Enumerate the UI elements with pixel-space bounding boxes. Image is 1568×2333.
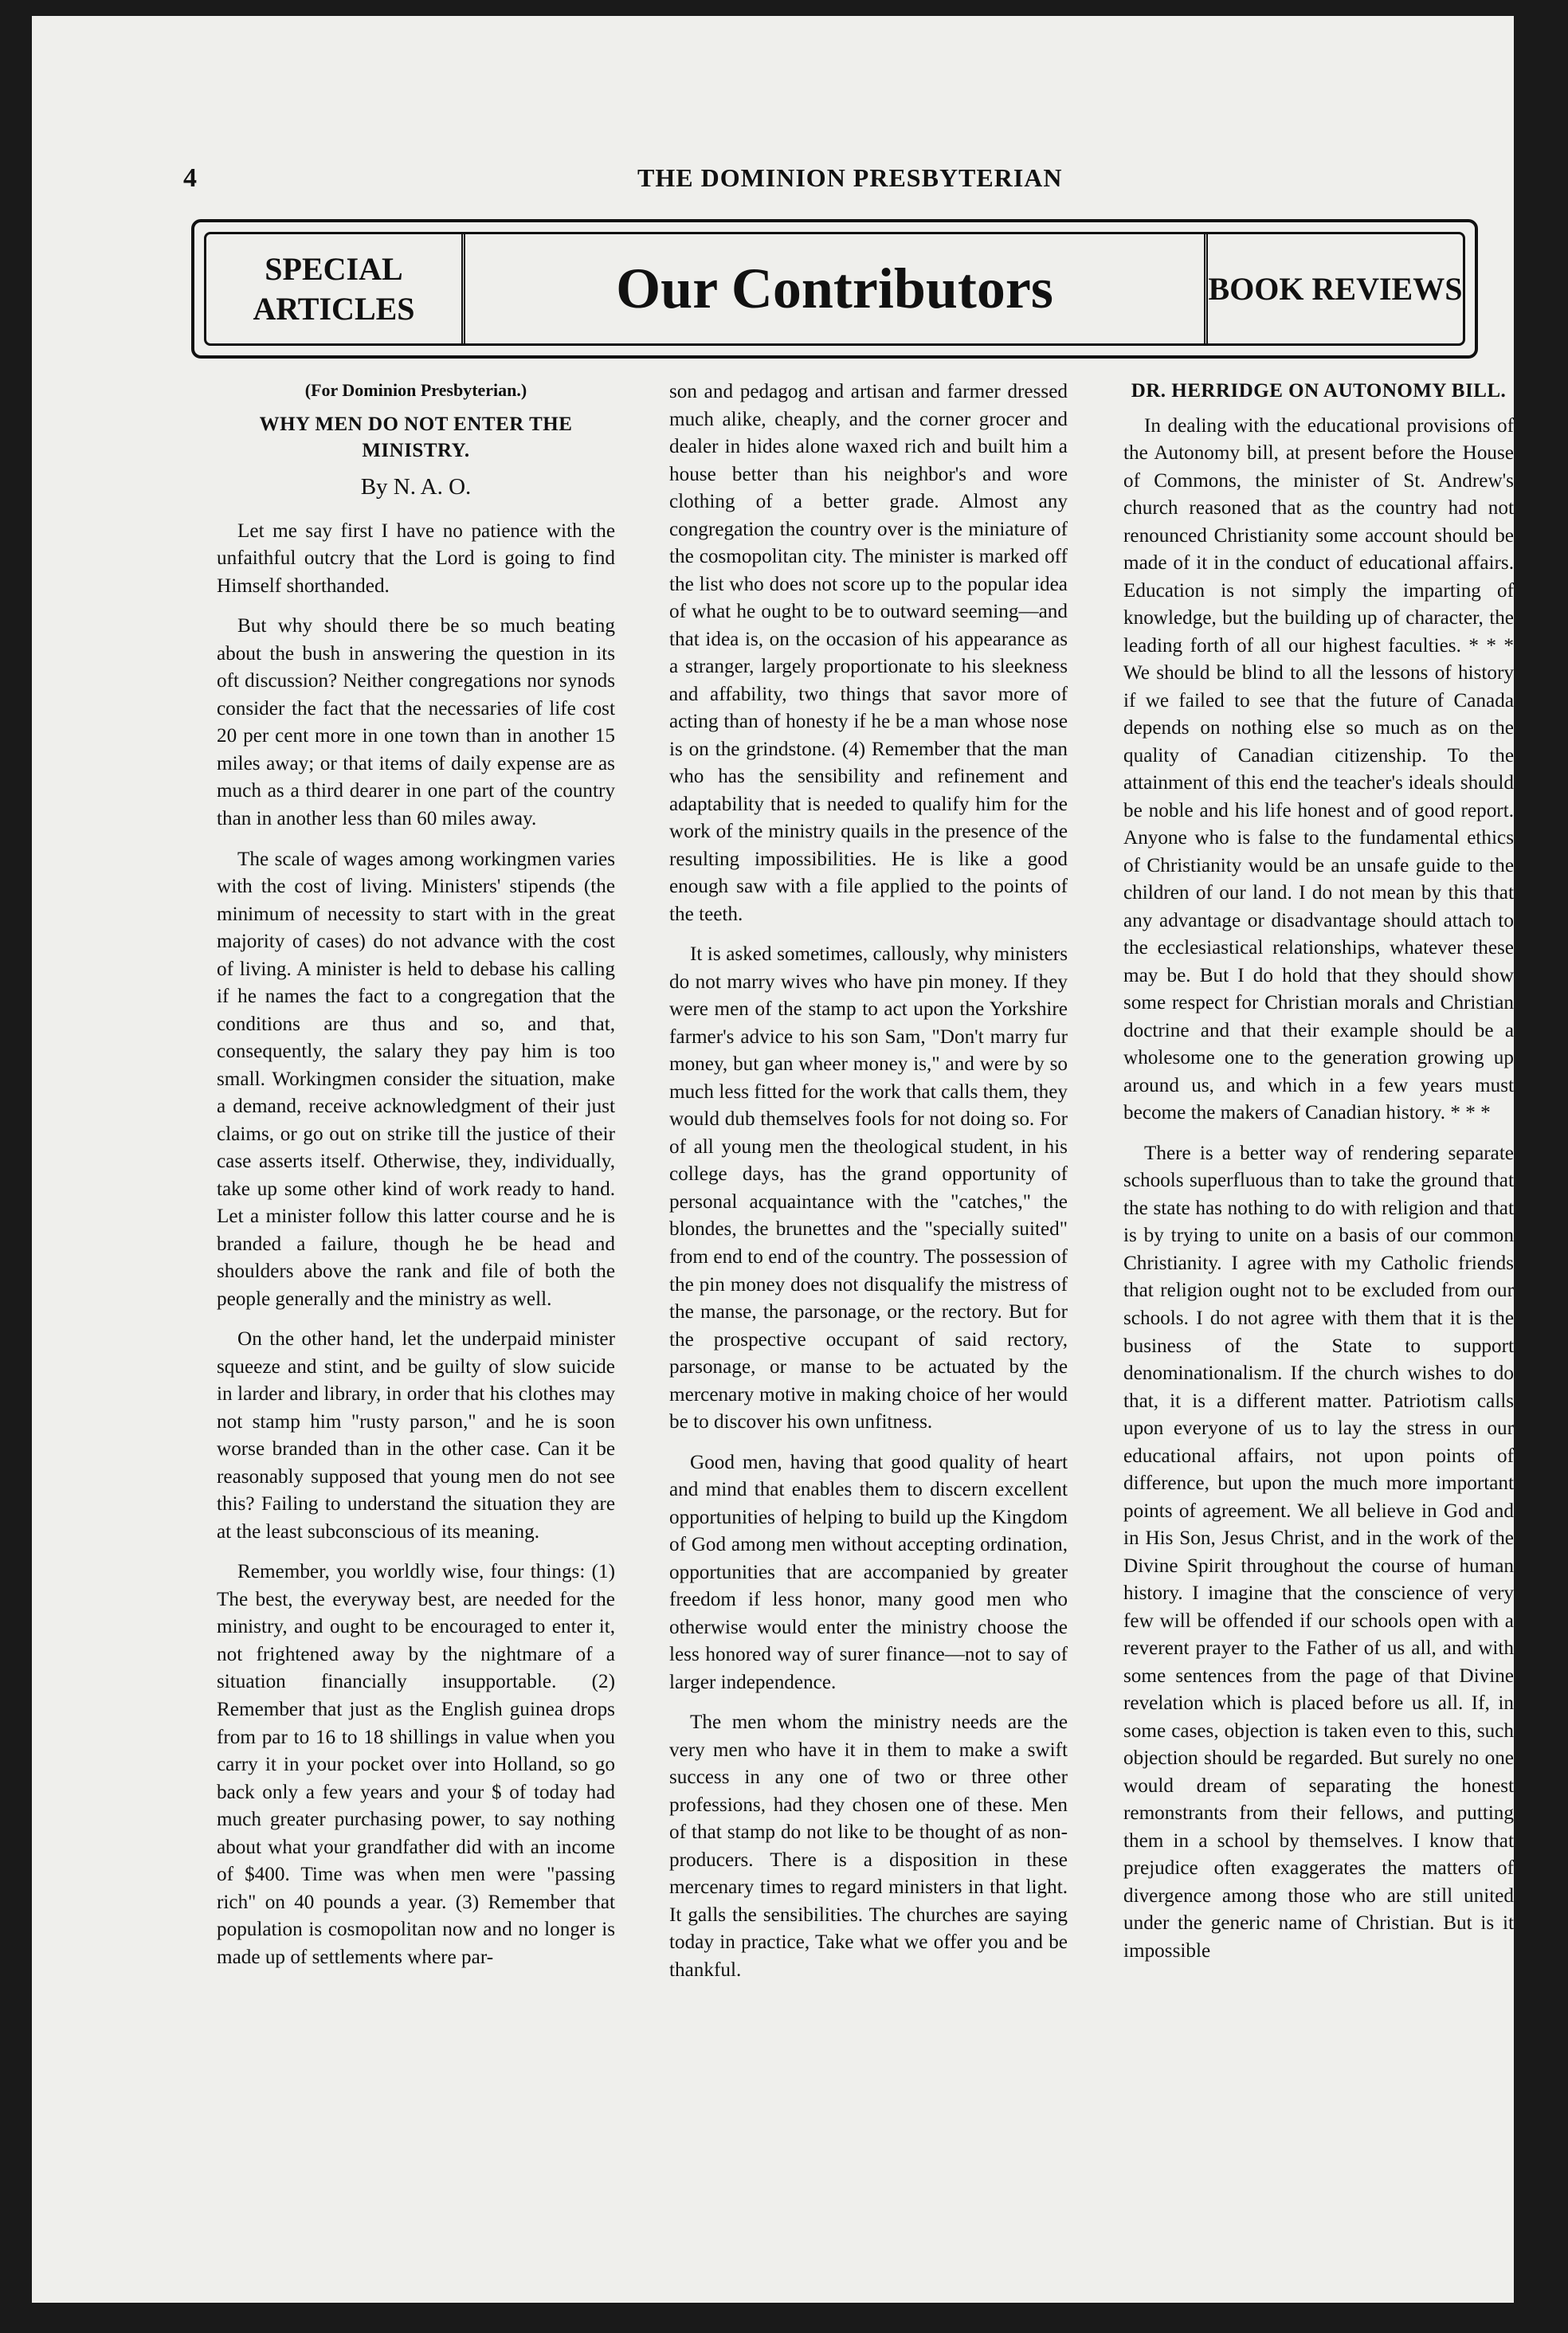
column-3 bbox=[1123, 378, 1514, 1978]
section-banner bbox=[191, 219, 1478, 359]
paragraph: The men whom the ministry needs are the very men who have it in them to make a swift success in any one of two or three other professions, had they chosen one of these. Men of that stamp do not like to be thought of as non-producers. There is a disposition in these mercenary times to regard ministers in that light. It galls the sensibilities. The churches are saying today in practice, Take what we offer you and be thankful. bbox=[669, 1712, 1068, 1981]
banner-title: Our Contributors bbox=[616, 257, 1053, 320]
paragraph: There is a better way of rendering separate schools superfluous than to take the ground that the state has nothing to do with religion and that is by trying to unite on a basis of our common Christianity. I agree with my Catholic friends that religion ought not to be excluded from our schools. I do not agree with them that it is the business of the State to support denominationalism. If the church wishes to do that, it is a different matter. Patriotism calls upon everyone of us to lay the stress in our educational affairs, not upon points of difference, but upon the much more important points of agreement. We all believe in God and in His Son, Jesus Christ, and in the work of the Divine Spirit throughout the course of human history. I imagine that the conscience of very few will be offended if our schools open with a reverent prayer to the Father of us all, and with some sentences from the page of that Divine revelation which is placed before us all. If, in some cases, objection is taken even to this, such objection should be regarded. But surely no one would dream of separating the honest remonstrants from their fellows, and putting them in a school by themselves. I know that prejudice often exaggerates the matters of divergence among those who are still united under the generic name of Christian. But is it impossible bbox=[1123, 1142, 1514, 1962]
page-number: 4 bbox=[183, 163, 197, 193]
banner-special-articles: SPECIAL ARTICLES bbox=[206, 234, 465, 343]
paragraph: The scale of wages among workingmen varies with the cost of living. Ministers' stipends (the minimum of necessity to start with in the great majority of cases) do not advance with the cost of living. A minister is held to debase his calling if he names the fact to a congregation that the conditions are thus and so, and that, consequently, the salary they pay him is too small. Workingmen consider the situation, make a demand, receive acknowledgment of their just claims, or go out on strike till the justice of their case asserts itself. Otherwise, they, individually, take up some other kind of work ready to hand. Let a minister follow this latter course and he is branded a failure, though he be head and shoulders above the rank and file of both the people generally and the ministry as well. bbox=[217, 848, 615, 1310]
newspaper-page bbox=[32, 16, 1514, 2303]
paragraph: On the other hand, let the underpaid minister squeeze and stint, and be guilty of slow suicide in larder and library, in order that his clothes may not stamp him "rusty parson," and he is soon worse branded than in the other case. Can it be reasonably supposed that young men do not see this? Failing to understand the situation they are at the least subconscious of its meaning. bbox=[217, 1328, 615, 1543]
article-byline: By N. A. O. bbox=[360, 474, 472, 500]
paragraph: But why should there be so much beating about the bush in answering the question in its oft discussion? Neither congregations nor synods consider the fact that the necessaries of life cost 20 per cent more in one town than in another 15 miles away; or that items of daily expense are as much as a third dearer in one part of the country than in another less than 60 miles away. bbox=[217, 615, 615, 829]
running-head bbox=[32, 163, 1514, 195]
journal-name: THE DOMINION PRESBYTERIAN bbox=[637, 163, 1063, 192]
article-2-title: DR. HERRIDGE ON AUTONOMY BILL. bbox=[1131, 380, 1507, 402]
column-1 bbox=[217, 378, 615, 1984]
article-credit: (For Dominion Presbyterian.) bbox=[304, 380, 527, 400]
column-2 bbox=[669, 378, 1068, 1997]
banner-book-reviews: BOOK REVIEWS bbox=[1204, 234, 1463, 343]
paragraph: son and pedagog and artisan and farmer dressed much alike, cheaply, and the corner grocer and dealer in hides alone waxed rich and built him a house better than his neighbor's and wore clothing of a better grade. Almost any congregation the country over is the miniature of the cosmopolitan city. The minister is marked off the list who does not score up to the popular idea of what he ought to be to outward seeming—and that idea is, on the occasion of his appearance as a stranger, largely proportionate to his sleekness and affability, two things that savor more of acting than of honesty if he be a man whose nose is on the grindstone. (4) Remember that the man who has the sensibility and refinement and adaptability that is needed to qualify him for the work of the ministry quails in the presence of the resulting impossibilities. He is like a good enough saw with a file applied to the points of the teeth. bbox=[669, 381, 1068, 925]
paragraph: Good men, having that good quality of heart and mind that enables them to discern excellent opportunities of helping to build up the Kingdom of God among men without accepting ordination, opportunities that are accompanied by greater freedom if less honor, many good men who otherwise would enter the ministry choose the less honored way of surer finance—not to say of larger independence. bbox=[669, 1451, 1068, 1693]
paragraph: Let me say first I have no patience with the unfaithful outcry that the Lord is going to find Himself shorthanded. bbox=[217, 520, 615, 597]
paragraph: It is asked sometimes, callously, why ministers do not marry wives who have pin money. If they were men of the stamp to act upon the Yorkshire farmer's advice to his son Sam, "Don't marry fur money, but gan wheer money is," and were by so much less fitted for the work that calls them, they would dub themselves fools for not doing so. For of all young men the theological student, in his college days, has the grand opportunity of personal acquaintance with the "catches," the blondes, the brunettes and the "specially suited" from end to end of the country. The possession of the pin money does not disqualify the mistress of the manse, the parsonage, or the rectory. But for the prospective occupant of said rectory, parsonage, or manse to be actuated by the mercenary motive in making choice of her would be to discover his own unfitness. bbox=[669, 943, 1068, 1433]
article-title: WHY MEN DO NOT ENTER THE MINISTRY. bbox=[259, 414, 573, 461]
paragraph: In dealing with the educational provisions of the Autonomy bill, at present before the House of Commons, the minister of St. Andrew's church reasoned that as the country had not renounced Christianity some account should be made of it in the conduct of educational affairs. Education is not simply the imparting of knowledge, but the building up of character, the leading forth of all our highest faculties. * * * We should be blind to all the lessons of history if we failed to see that the future of Canada depends on nothing else so much as on the quality of Canadian citizenship. To the attainment of this end the teacher's ideals should be noble and his life honest and of good report. Anyone who is false to the fundamental ethics of Christianity would be an unsafe guide to the children of our land. I do not mean by this that any advantage or disadvantage should attach to the ecclesiastical relationships, whatever these may be. But I do hold that they should show some respect for Christian morals and Christian doctrine and that their example should be a wholesome one to the generation growing up around us, and which in a few years must become the makers of Canadian history. * * * bbox=[1123, 414, 1514, 1124]
paragraph: Remember, you worldly wise, four things: (1) The best, the everyway best, are needed for the ministry, and ought to be encouraged to enter it, not frightened away by the nightmare of a situation financially insupportable. (2) Remember that just as the English guinea drops from par to 16 to 18 shillings in value when you carry it in your pocket over into Holland, so go back only a few years and your $ of today had much greater purchasing power, to say nothing about what your grandfather did with an income of $400. Time was when men were "passing rich" on 40 pounds a year. (3) Remember that population is cosmopolitan now and no longer is made up of settlements where par- bbox=[217, 1561, 615, 1968]
